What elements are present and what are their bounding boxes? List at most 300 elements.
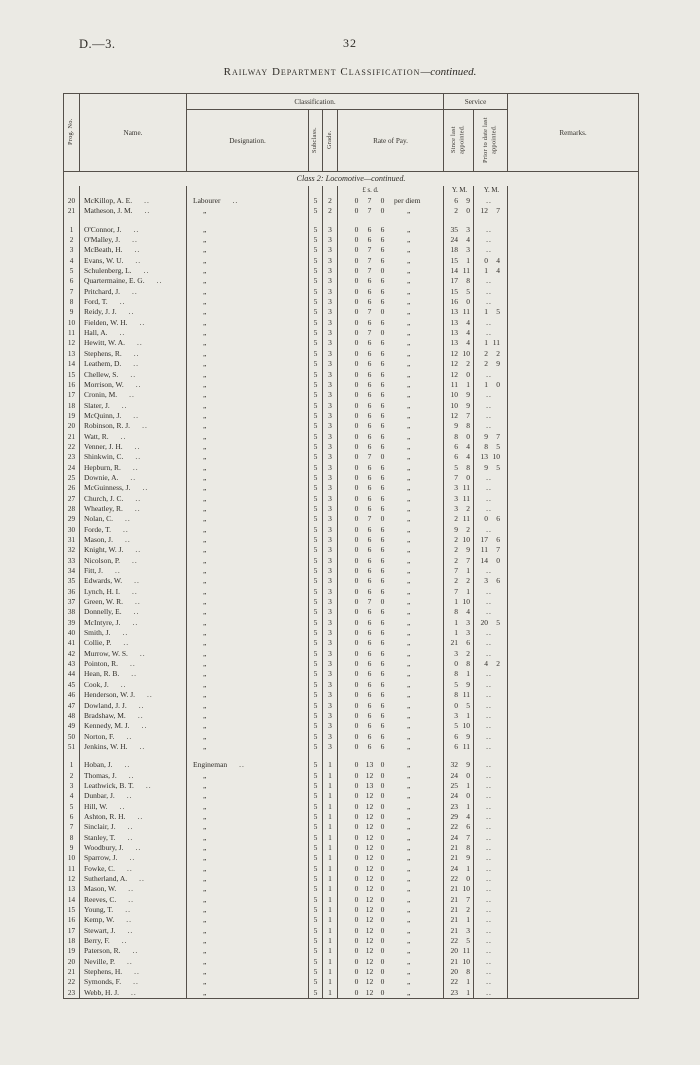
table-row [64,349,639,359]
table-row [64,701,639,711]
empty-dots: .. [486,946,492,956]
grade: 3 [323,649,338,659]
rate-of-pay: 0 12 0 „ [338,843,444,853]
leader-dots: .. [124,535,131,544]
prog-no: 17 [64,926,80,936]
service-since: 5 8 [444,463,474,473]
per-diem: „ [407,276,411,286]
grade: 3 [323,442,338,452]
ditto-mark: „ [203,811,207,821]
table-row [64,401,639,411]
service-since: 2 2 [444,576,474,586]
ditto-mark: „ [203,586,207,596]
subclass: 5 [309,760,323,770]
per-diem: „ [407,936,411,946]
leader-dots: .. [123,524,129,534]
ditto-mark: „ [203,905,207,915]
table-row [64,742,639,752]
rate-of-pay: 0 6 6 „ [338,483,444,493]
service-since: 21 7 [444,895,474,905]
designation [187,628,309,638]
empty-dots: .. [486,317,492,327]
ditto-mark: „ [203,338,207,348]
rate-of-pay: 0 6 6 „ [338,587,444,597]
service-prior: 11 7 [474,545,508,555]
person-name: Stewart, J. .. [80,926,187,936]
grade: 3 [323,556,338,566]
service-prior [474,721,508,731]
remarks-cell [508,884,639,894]
grade: 3 [323,680,338,690]
group-spacer [64,752,639,760]
subclass: 5 [309,607,323,617]
table-row [64,535,639,545]
leader-dots: .. [129,853,136,863]
person-name: Lynch, H. I. .. [80,587,187,597]
rate-of-pay: 0 12 0 „ [338,946,444,956]
designation [187,514,309,524]
prog-no: 13 [64,349,80,359]
section-heading: Class 2: Locomotive—continued. [64,172,639,187]
per-diem: „ [407,628,411,638]
table-row [64,771,639,781]
ditto-mark: „ [203,524,207,534]
rate-of-pay: 0 12 0 „ [338,864,444,874]
rate-of-pay: 0 12 0 „ [338,802,444,812]
prog-no: 50 [64,732,80,742]
service-prior [474,967,508,977]
group-spacer [64,217,639,225]
person-name: Robinson, R. J. .. [80,421,187,431]
service-prior [474,833,508,843]
per-diem: „ [407,297,411,307]
table-row [64,390,639,400]
table-row [64,276,639,286]
empty-dots: .. [486,731,492,741]
grade: 3 [323,380,338,390]
table-body [64,172,639,999]
prog-no: 47 [64,701,80,711]
grade: 1 [323,926,338,936]
remarks-cell [508,235,639,245]
table-row [64,452,639,462]
remarks-cell [508,781,639,791]
rate-of-pay: 0 6 6 „ [338,628,444,638]
subclass: 5 [309,206,323,216]
leader-dots: .. [139,741,146,751]
table-row [64,977,639,987]
remarks-cell [508,864,639,874]
table-row [64,494,639,504]
prog-no: 21 [64,432,80,442]
designation [187,556,309,566]
service-since: 9 8 [444,421,474,431]
ditto-mark: „ [203,276,207,286]
grade: 3 [323,618,338,628]
remarks-cell [508,307,639,317]
person-name: Hill, W. .. [80,802,187,812]
subclass: 5 [309,771,323,781]
person-name: Symonds, F. .. [80,977,187,987]
prog-no: 27 [64,494,80,504]
service-since: 0 5 [444,701,474,711]
remarks-cell [508,556,639,566]
rate-of-pay: 0 6 6 „ [338,401,444,411]
service-since: 24 1 [444,864,474,874]
prog-no: 6 [64,812,80,822]
grade: 1 [323,853,338,863]
service-since: 12 0 [444,370,474,380]
leader-dots: .. [141,721,148,731]
service-prior [474,988,508,999]
leader-dots: .. [134,597,141,607]
prog-no: 29 [64,514,80,524]
per-diem: „ [407,255,411,265]
person-name: Dunbar, J. .. [80,791,187,801]
rate-of-pay: 0 7 0 „ [338,206,444,216]
prog-no: 49 [64,721,80,731]
remarks-cell [508,421,639,431]
leader-dots: .. [126,731,133,741]
remarks-cell [508,915,639,925]
prog-no: 5 [64,802,80,812]
empty-dots: .. [486,566,492,576]
designation [187,411,309,421]
rate-of-pay: 0 7 6 „ [338,256,444,266]
table-row [64,690,639,700]
designation [187,638,309,648]
person-name: Hewitt, W. A. .. [80,338,187,348]
person-name: Jenkins, W. H. .. [80,742,187,752]
service-since: 24 0 [444,791,474,801]
designation [187,473,309,483]
per-diem: „ [407,731,411,741]
table-row [64,504,639,514]
per-diem: „ [407,617,411,627]
rate-of-pay: 0 6 6 „ [338,235,444,245]
prog-no: 19 [64,411,80,421]
remarks-cell [508,328,639,338]
grade: 3 [323,525,338,535]
subclass: 5 [309,988,323,999]
per-diem: „ [407,863,411,873]
designation [187,494,309,504]
header-name: Name. [80,94,187,172]
ditto-mark: „ [203,297,207,307]
remarks-cell [508,988,639,999]
per-diem: „ [407,967,411,977]
leader-dots: .. [134,245,141,255]
prog-no: 4 [64,791,80,801]
person-name: Thomas, J. .. [80,771,187,781]
prog-no: 26 [64,483,80,493]
empty-dots: .. [486,842,492,852]
prog-no: 20 [64,421,80,431]
prog-no: 44 [64,669,80,679]
per-diem: „ [407,524,411,534]
designation [187,206,309,216]
rate-of-pay: 0 13 0 „ [338,781,444,791]
empty-dots: .. [486,690,492,700]
remarks-cell [508,349,639,359]
rate-of-pay: 0 6 6 „ [338,659,444,669]
leader-dots: .. [132,586,138,596]
ditto-mark: „ [203,503,207,513]
per-diem: „ [407,811,411,821]
page-title [0,66,700,78]
subclass: 5 [309,535,323,545]
rate-of-pay: 0 6 6 „ [338,276,444,286]
designation [187,318,309,328]
designation [187,607,309,617]
service-prior: 9 7 [474,432,508,442]
table-row [64,967,639,977]
empty-dots: .. [486,853,492,863]
service-prior [474,566,508,576]
rate-of-pay: 0 6 6 „ [338,225,444,235]
designation [187,732,309,742]
per-diem: „ [407,431,411,441]
subclass: 5 [309,442,323,452]
rate-of-pay: 0 6 6 „ [338,742,444,752]
person-name: Stephens, H. .. [80,967,187,977]
per-diem: „ [407,925,411,935]
grade: 3 [323,473,338,483]
remarks-cell [508,742,639,752]
person-name: Hean, R. B. .. [80,669,187,679]
table-row [64,988,639,999]
service-prior [474,504,508,514]
service-prior [474,587,508,597]
grade: 3 [323,411,338,421]
remarks-cell [508,494,639,504]
designation [187,276,309,286]
service-prior: 3 6 [474,576,508,586]
per-diem: „ [407,679,411,689]
subclass: 5 [309,483,323,493]
subclass: 5 [309,926,323,936]
remarks-cell [508,638,639,648]
subclass: 5 [309,349,323,359]
per-diem: „ [407,638,411,648]
designation [187,791,309,801]
remarks-cell [508,659,639,669]
service-since: 3 2 [444,649,474,659]
service-since: 7 1 [444,566,474,576]
ditto-mark: „ [203,483,207,493]
leader-dots: .. [127,925,134,935]
subclass: 5 [309,504,323,514]
ditto-mark: „ [203,669,207,679]
designation [187,659,309,669]
per-diem: „ [407,328,411,338]
person-name: Leathem, D. .. [80,359,187,369]
service-since: 8 0 [444,432,474,442]
service-prior [474,874,508,884]
remarks-cell [508,853,639,863]
service-since: 21 9 [444,853,474,863]
remarks-cell [508,545,639,555]
remarks-cell [508,483,639,493]
remarks-cell [508,711,639,721]
subclass: 5 [309,822,323,832]
person-name: Neville, P. .. [80,957,187,967]
ditto-mark: „ [203,659,207,669]
table-row [64,235,639,245]
ditto-mark: „ [203,255,207,265]
prog-no: 39 [64,618,80,628]
empty-dots: .. [486,493,492,503]
service-prior: 2 9 [474,359,508,369]
person-name: Dowland, J. J. .. [80,701,187,711]
rate-of-pay: 0 6 6 „ [338,556,444,566]
leader-dots: .. [129,390,135,400]
per-diem: „ [407,348,411,358]
ditto-mark: „ [203,317,207,327]
empty-dots: .. [486,811,492,821]
prog-no: 34 [64,566,80,576]
remarks-cell [508,359,639,369]
prog-no: 15 [64,905,80,915]
prog-no: 15 [64,370,80,380]
leader-dots: .. [135,545,142,555]
designation [187,535,309,545]
table-row [64,206,639,216]
empty-dots: .. [486,894,492,904]
service-since: 24 4 [444,235,474,245]
service-prior [474,690,508,700]
person-name: Leathwick, B. T. .. [80,781,187,791]
empty-dots: .. [486,245,492,255]
prog-no: 20 [64,957,80,967]
service-prior [474,370,508,380]
leader-dots: .. [132,235,138,245]
prog-no: 9 [64,307,80,317]
grade: 3 [323,297,338,307]
empty-dots: .. [486,421,492,431]
subclass: 5 [309,276,323,286]
subclass: 5 [309,812,323,822]
leader-dots: .. [128,894,135,904]
remarks-cell [508,587,639,597]
subclass: 5 [309,802,323,812]
ditto-mark: „ [203,607,207,617]
prog-no: 7 [64,287,80,297]
designation [187,781,309,791]
grade: 3 [323,494,338,504]
empty-dots: .. [486,276,492,286]
person-name: Fielden, W. H. .. [80,318,187,328]
grade: 1 [323,957,338,967]
ditto-mark: „ [203,894,207,904]
rate-of-pay: 0 7 0 „ [338,452,444,462]
service-prior [474,649,508,659]
service-prior [474,401,508,411]
designation [187,504,309,514]
subclass: 5 [309,297,323,307]
service-since: 5 9 [444,680,474,690]
subclass: 5 [309,618,323,628]
subclass: 5 [309,235,323,245]
prog-no: 8 [64,833,80,843]
prog-no: 2 [64,235,80,245]
per-diem: „ [407,956,411,966]
prog-no: 4 [64,256,80,266]
remarks-cell [508,843,639,853]
remarks-cell [508,721,639,731]
person-name: Venner, J. H. .. [80,442,187,452]
table-row [64,791,639,801]
ditto-mark: „ [203,379,207,389]
designation [187,235,309,245]
designation [187,338,309,348]
ditto-mark: „ [203,770,207,780]
service-prior [474,483,508,493]
rate-of-pay: 0 12 0 „ [338,853,444,863]
empty-dots: .. [486,669,492,679]
ditto-mark: „ [203,452,207,462]
subclass: 5 [309,680,323,690]
subclass: 5 [309,853,323,863]
ditto-mark: „ [203,874,207,883]
per-diem: „ [407,483,411,493]
rate-of-pay: 0 6 6 „ [338,525,444,535]
grade: 3 [323,463,338,473]
person-name: McGuinness, J. .. [80,483,187,493]
rate-of-pay: 0 12 0 „ [338,905,444,915]
ditto-mark: „ [203,462,207,472]
ditto-mark: „ [203,987,207,997]
person-name: Downie, A. .. [80,473,187,483]
prog-no: 19 [64,946,80,956]
prog-no: 23 [64,988,80,999]
designation [187,843,309,853]
subclass: 5 [309,256,323,266]
person-name: Morrison, W. .. [80,380,187,390]
prog-no: 43 [64,659,80,669]
table-row [64,576,639,586]
service-prior [474,196,508,206]
header-classification: Classification. [187,94,444,110]
ditto-mark: „ [203,648,207,658]
service-prior: 20 5 [474,618,508,628]
remarks-cell [508,338,639,348]
ditto-mark: „ [203,328,207,338]
person-name: Chellew, S. .. [80,370,187,380]
ditto-mark: „ [203,853,207,863]
ditto-mark: „ [203,410,207,420]
person-name: Cook, J. .. [80,680,187,690]
per-diem: „ [407,235,411,245]
service-prior [474,822,508,832]
grade: 3 [323,690,338,700]
empty-dots: .. [486,863,492,873]
rate-of-pay: 0 12 0 „ [338,915,444,925]
service-prior [474,802,508,812]
per-diem: „ [407,224,411,234]
ditto-mark: „ [203,369,207,379]
empty-dots: .. [486,822,492,832]
empty-dots: .. [486,607,492,617]
designation [187,483,309,493]
remarks-cell [508,463,639,473]
person-name: Young, T. .. [80,905,187,915]
leader-dots: .. [135,379,142,389]
service-prior: 12 7 [474,206,508,216]
empty-dots: .. [486,905,492,915]
designation [187,874,309,884]
grade: 3 [323,225,338,235]
